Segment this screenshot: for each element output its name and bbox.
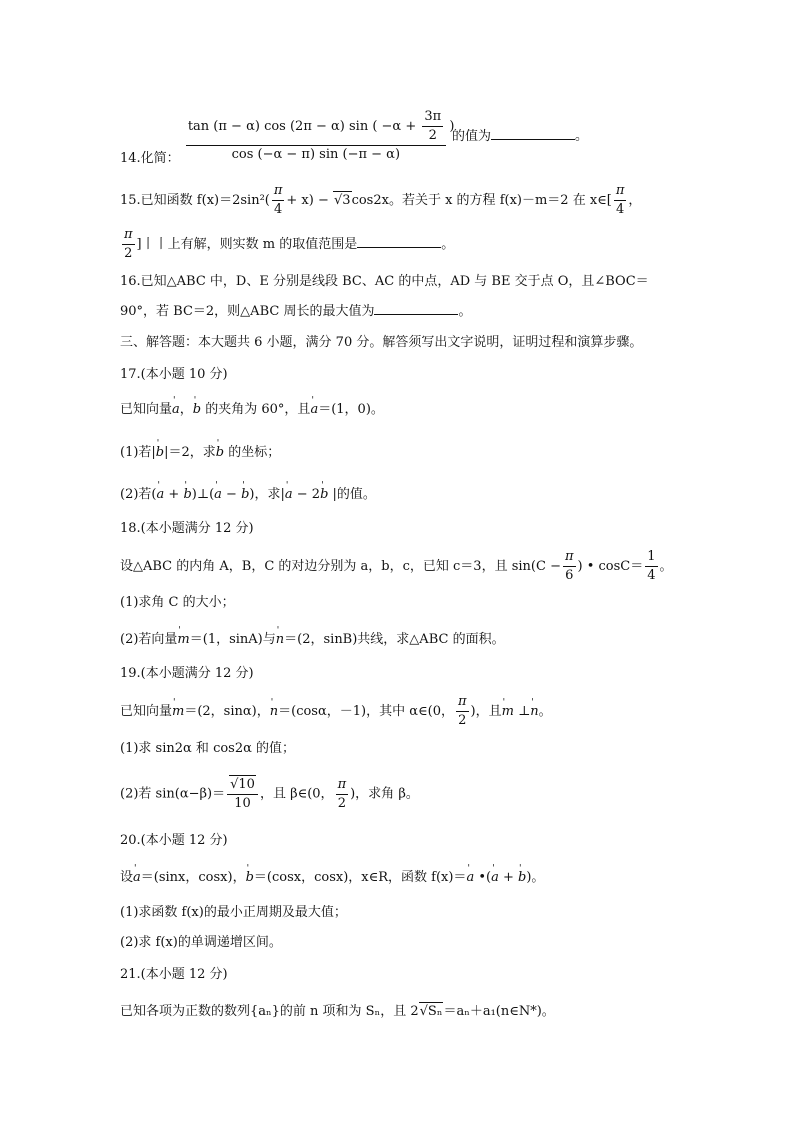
q14-line: 14.化简： tan (π − α) cos (2π − α) sin ( −α + $\frac{3\pi}{2}$ ) cos (−α − π) sin (−π − α) 的值为 。 [120,109,588,166]
q16-line1: 16.已知△ABC 中，D、E 分别是线段 BC、AC 的中点，AD 与 BE 交于点 O，且∠BOC＝ [120,274,649,289]
q19-head: 19.(本小题满分 12 分) [120,666,254,681]
q14-inner-frac: $\frac{3\pi}{2}$ [424,109,442,143]
q20-stem: 设' a＝(sinx，cosx)，' b＝(cosx，cosx)，x∈R，函数 f(x)＝' a •(' a + ' b)。 [120,869,544,887]
q17-stem: 已知向量' a，' b 的夹角为 60°，且' a＝(1，0)。 [120,401,384,419]
q16-line2: 90°，若 BC＝2，则△ABC 周长的最大值为 。 [120,304,472,319]
q14-tail: 的值为 [451,128,491,144]
q17-part2: (2)若(' a + ' b)⊥(' a − ' b)，求|' a − 2' b |的值。 [120,486,376,504]
q15-line1: 15.已知函数 f(x)＝2sin²( $\frac{\pi}{4}$ + x) − √3cos2x。若关于 x 的方程 f(x)－m＝2 在 x∈[ $\frac{\pi}{4}$ ， [120,183,642,217]
q18-head: 18.(本小题满分 12 分) [120,521,254,536]
q14-numerator: tan (π − α) cos (2π − α) sin ( −α + $\frac{3\pi}{2}$ ) [187,109,455,143]
q15-answer-blank[interactable] [357,235,441,248]
q14-answer-blank[interactable] [491,127,575,140]
q20-part2: (2)求 f(x)的单调递增区间。 [120,935,282,950]
section3-heading: 三、解答题：本大题共 6 小题，满分 70 分。解答须写出文字说明，证明过程和演算步骤。 [120,335,643,350]
q18-part2: (2)若向量' m＝(1，sinA)与' n＝(2，sinB)共线，求△ABC 的面积。 [120,631,505,649]
q18-part1: (1)求角 C 的大小； [120,595,235,610]
q15-line2: $\frac{\pi}{2}$ ]丨丨上有解，则实数 m 的取值范围是 。 [124,227,455,261]
q19-part2: (2)若 sin(α−β)＝ $\frac{√10}{10}$ ，且 β∈(0， $\frac{\pi}{2}$ )，求角 β。 [120,776,419,811]
q14-fraction [186,108,455,164]
q20-part1: (1)求函数 f(x)的最小正周期及最大值； [120,905,347,920]
q19-part1: (1)求 sin2α 和 cos2α 的值； [120,741,296,756]
q17-head: 17.(本小题 10 分) [120,367,228,382]
q21-head: 21.(本小题 12 分) [120,967,228,982]
q17-part1: (1)若|' b|＝2，求' b 的坐标； [120,444,280,462]
q19-stem: 已知向量' m＝(2，sinα)，' n＝(cosα，－1)，其中 α∈(0， $\frac{\pi}{2}$ )，且' m ⊥' n。 [120,693,552,730]
q14-denominator: cos (−α − π) sin (−π − α) [186,145,446,164]
q14-lead: 14.化简： [120,150,180,166]
q18-stem: 设△ABC 的内角 A，B，C 的对边分别为 a，b，c，已知 c＝3，且 sin(C − $\frac{\pi}{6}$ ) • cosC＝ $\frac{1}{4}$ 。 [120,549,673,583]
q21-stem: 已知各项为正数的数列{aₙ}的前 n 项和为 Sₙ，且 2√Sₙ＝aₙ＋a₁(n∈N*)。 [120,1004,555,1019]
q20-head: 20.(本小题 12 分) [120,833,228,848]
sqrt3: √3 [334,193,351,208]
q16-answer-blank[interactable] [374,302,458,315]
